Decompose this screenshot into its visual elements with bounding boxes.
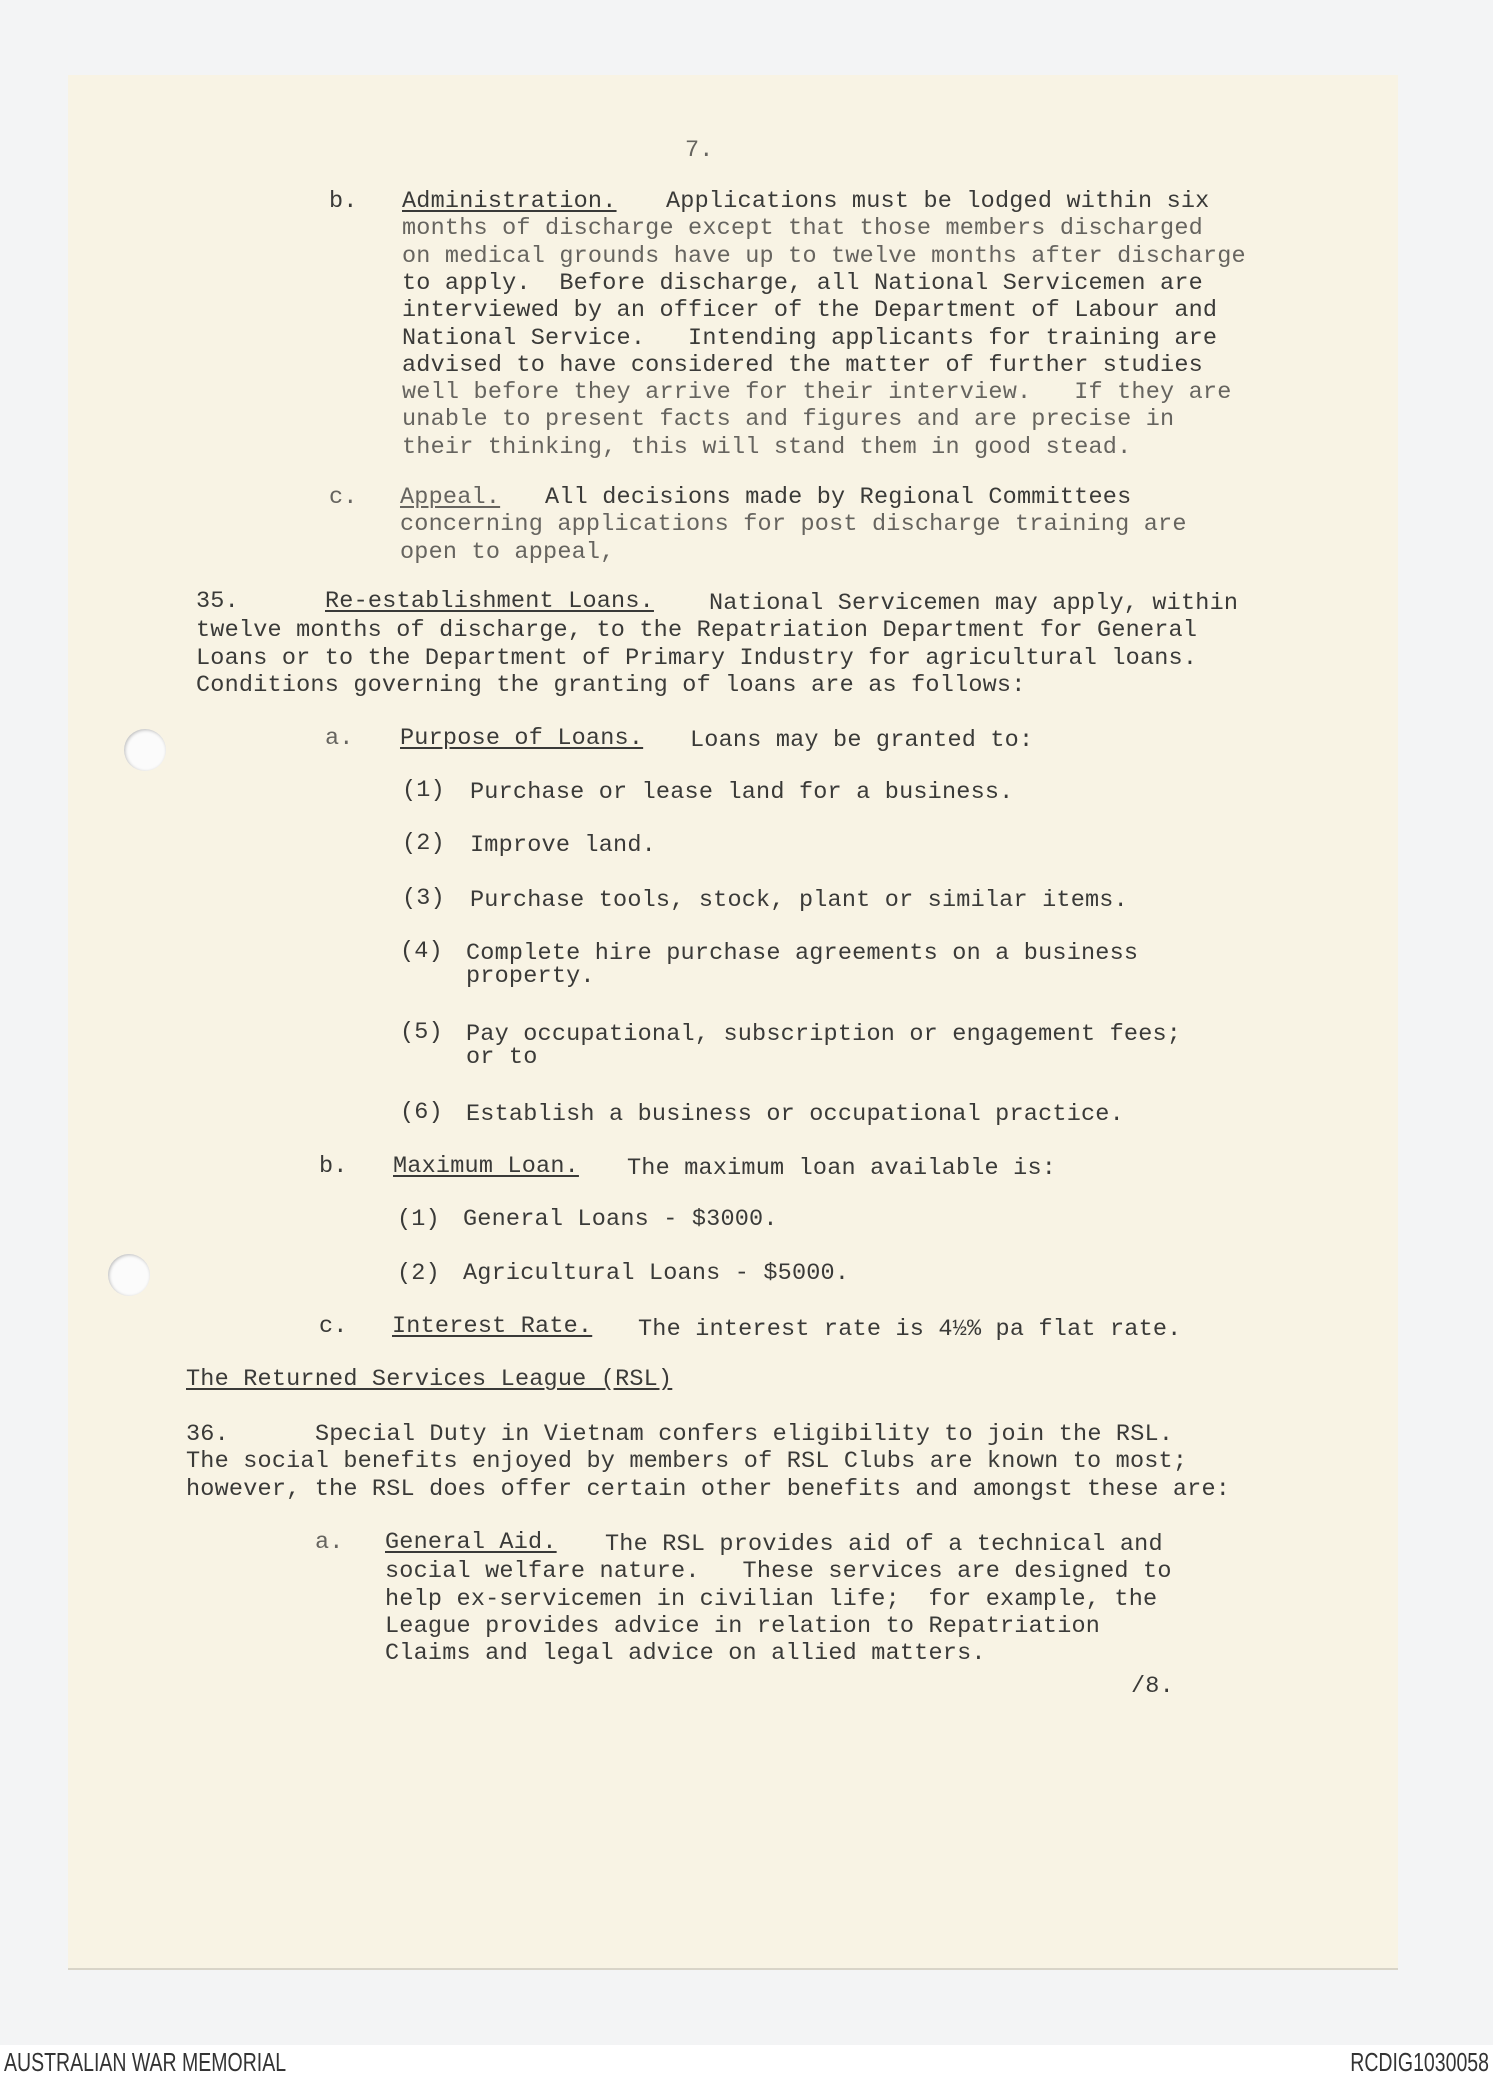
list-item-text: Improve land. — [470, 832, 656, 859]
item-marker: a. — [315, 1529, 344, 1556]
item-marker: a. — [325, 725, 354, 752]
body-line: The interest rate is 4½% pa flat rate. — [638, 1316, 1182, 1343]
paragraph-number: 35. — [196, 588, 239, 615]
page-number: 7. — [685, 137, 714, 164]
section-heading: Appeal. — [400, 484, 501, 511]
footer-institution: AUSTRALIAN WAR MEMORIAL — [4, 2047, 287, 2077]
body-line: open to appeal, — [400, 538, 615, 566]
footer — [0, 2045, 1493, 2082]
list-number: (2) — [397, 1260, 440, 1287]
body-line: Claims and legal advice on allied matters. — [385, 1640, 986, 1668]
body-line: National Servicemen may apply, within — [709, 590, 1239, 617]
list-number: (1) — [402, 777, 445, 804]
paragraph-number: 36. — [186, 1421, 229, 1448]
body-line: help ex-servicemen in civilian life; for example, the — [385, 1585, 1158, 1613]
body-line: The RSL provides aid of a technical and — [605, 1531, 1163, 1558]
body-line: National Service. Intending applicants for training are — [402, 324, 1218, 352]
list-item-text: or to — [466, 1044, 538, 1071]
punch-hole — [108, 1254, 150, 1296]
body-line: well before they arrive for their interview. If they are — [402, 379, 1232, 407]
list-item-text: Pay occupational, subscription or engagement fees; — [466, 1021, 1182, 1048]
section-heading: Re-establishment Loans. — [325, 588, 654, 615]
body-line: to apply. Before discharge, all National Servicemen are — [402, 269, 1203, 297]
body-line: Conditions governing the granting of loans are as follows: — [196, 671, 1026, 699]
body-line: unable to present facts and figures and are precise in — [402, 406, 1175, 434]
punch-hole — [124, 729, 166, 771]
list-number: (4) — [400, 938, 443, 965]
list-item-text: General Loans - $3000. — [463, 1206, 778, 1233]
body-line: Special Duty in Vietnam confers eligibility to join the RSL. — [315, 1421, 1174, 1448]
list-number: (2) — [402, 830, 445, 857]
body-line: League provides advice in relation to Repatriation — [385, 1612, 1101, 1640]
section-heading: General Aid. — [385, 1529, 557, 1556]
body-line: Loans or to the Department of Primary Industry for agricultural loans. — [196, 644, 1198, 672]
list-item-text: Purchase or lease land for a business. — [470, 779, 1014, 806]
body-line: All decisions made by Regional Committees — [545, 484, 1132, 511]
item-marker: b. — [319, 1153, 348, 1180]
body-line: advised to have considered the matter of further studies — [402, 351, 1203, 379]
continuation-marker: /8. — [1131, 1673, 1174, 1700]
body-line: twelve months of discharge, to the Repatriation Department for General — [196, 617, 1198, 645]
section-heading: Maximum Loan. — [393, 1153, 579, 1180]
section-heading: Purpose of Loans. — [400, 725, 644, 752]
item-marker: b. — [329, 188, 358, 215]
section-heading: Administration. — [402, 188, 617, 215]
body-line: social welfare nature. These services are designed to — [385, 1558, 1172, 1586]
list-number: (1) — [397, 1206, 440, 1233]
body-line: Loans may be granted to: — [690, 727, 1034, 754]
body-line: The maximum loan available is: — [627, 1155, 1057, 1182]
list-item-text: Establish a business or occupational practice. — [466, 1101, 1124, 1128]
item-marker: c. — [329, 484, 358, 511]
list-item-text: property. — [466, 963, 595, 990]
body-line: their thinking, this will stand them in good stead. — [402, 433, 1132, 461]
body-line: concerning applications for post discharge training are — [400, 511, 1187, 539]
section-heading: Interest Rate. — [392, 1313, 593, 1340]
footer-record-id: RCDIG1030058 — [1350, 2047, 1489, 2077]
body-line: Applications must be lodged within six — [666, 188, 1210, 215]
list-number: (5) — [400, 1019, 443, 1046]
list-number: (3) — [402, 885, 445, 912]
list-item-text: Agricultural Loans - $5000. — [463, 1260, 850, 1287]
body-line: however, the RSL does offer certain other benefits and amongst these are: — [186, 1475, 1231, 1503]
list-number: (6) — [400, 1099, 443, 1126]
body-line: The social benefits enjoyed by members of RSL Clubs are known to most; — [186, 1448, 1188, 1476]
body-line: months of discharge except that those members discharged — [402, 215, 1203, 243]
body-line: interviewed by an officer of the Department of Labour and — [402, 297, 1218, 325]
list-item-text: Complete hire purchase agreements on a business — [466, 940, 1139, 967]
body-line: on medical grounds have up to twelve months after discharge — [402, 242, 1246, 270]
list-item-text: Purchase tools, stock, plant or similar items. — [470, 887, 1128, 914]
item-marker: c. — [319, 1313, 348, 1340]
section-heading: The Returned Services League (RSL) — [186, 1366, 673, 1393]
